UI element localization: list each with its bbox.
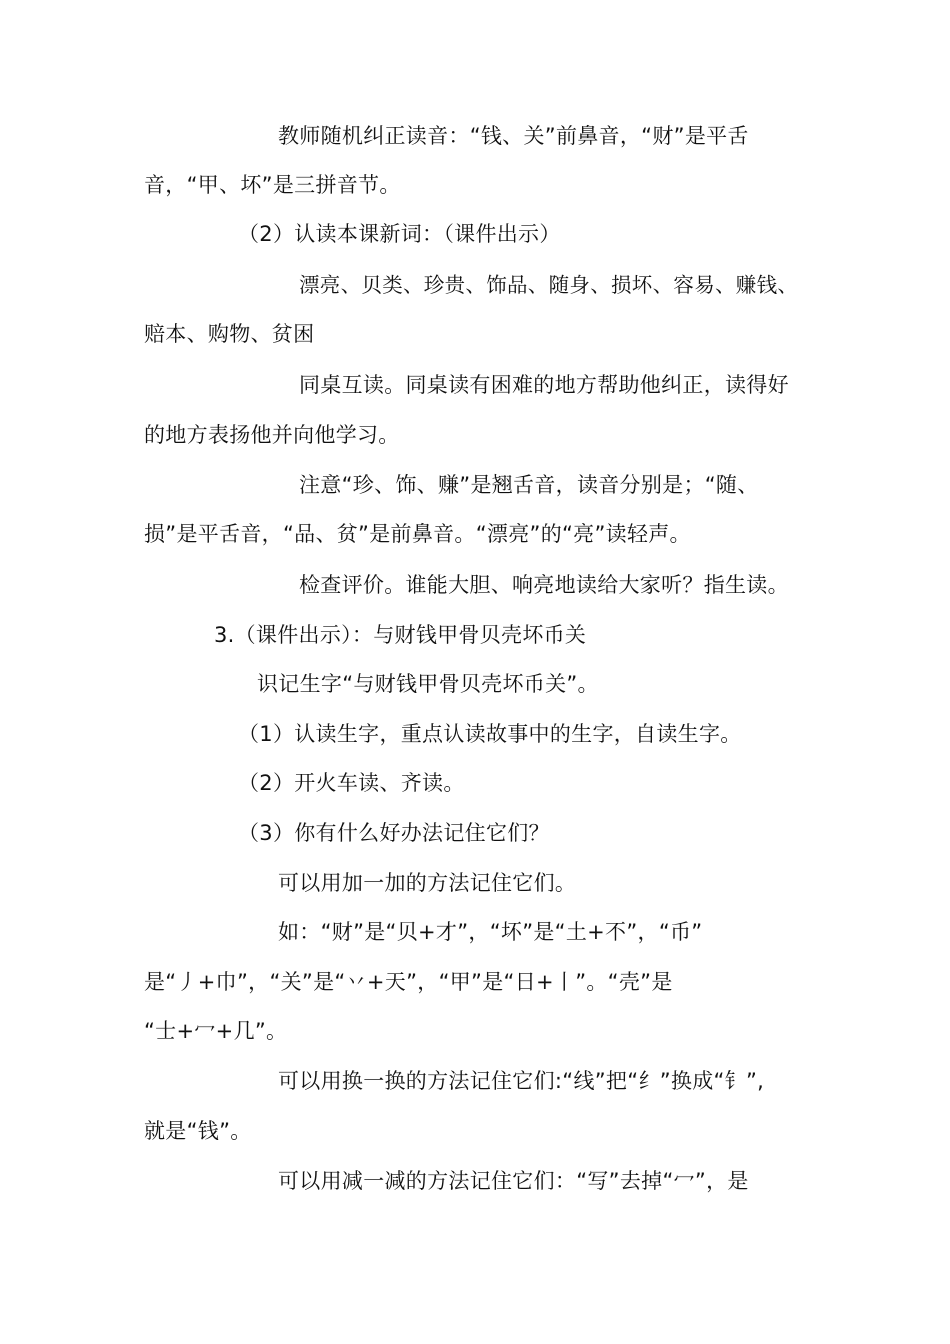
paragraph-line: 同桌互读。同桌读有困难的地方帮助他纠正，读得好 [299,373,789,397]
paragraph-line: 音，“甲、坏”是三拼音节。 [144,173,401,197]
paragraph-line: （1）认读生字，重点认读故事中的生字，自读生字。 [238,722,742,746]
paragraph-line: 漂亮、贝类、珍贵、饰品、随身、损坏、容易、赚钱、 [299,273,799,297]
paragraph-line: （3）你有什么好办法记住它们？ [238,821,550,845]
paragraph-line: 可以用换一换的方法记住它们:“线”把“纟”换成“钅”, [278,1069,765,1093]
paragraph-line: 赔本、购物、贫困 [144,322,315,346]
paragraph-line: 可以用减一减的方法记住它们：“写”去掉“冖”，是 [278,1169,749,1193]
paragraph-line: “士+冖+几”。 [144,1019,288,1043]
paragraph-line: （2）开火车读、齐读。 [238,771,465,795]
paragraph-line: 注意“珍、饰、赚”是翘舌音，读音分别是；“随、 [299,473,759,497]
paragraph-line: 就是“钱”。 [144,1119,252,1143]
paragraph-line: （2）认读本课新词：（课件出示） [238,222,561,246]
paragraph-line: 可以用加一加的方法记住它们。 [278,871,577,895]
paragraph-line: 的地方表扬他并向他学习。 [144,423,400,447]
paragraph-line: 教师随机纠正读音：“钱、关”前鼻音，“财”是平舌 [278,124,749,148]
paragraph-line: 识记生字“与财钱甲骨贝壳坏币关”。 [257,672,599,696]
paragraph-line: 是“丿+巾”，“关”是“丷+天”，“甲”是“日+丨”。“壳”是 [144,970,673,994]
paragraph-line: 如：“财”是“贝+才”，“坏”是“土+不”，“币” [278,920,703,944]
paragraph-line: 损”是平舌音，“品、贫”是前鼻音。“漂亮”的“亮”读轻声。 [144,522,691,546]
paragraph-line: 3.（课件出示）：与财钱甲骨贝壳坏币关 [214,623,587,647]
paragraph-line: 检查评价。谁能大胆、响亮地读给大家听？指生读。 [299,573,789,597]
